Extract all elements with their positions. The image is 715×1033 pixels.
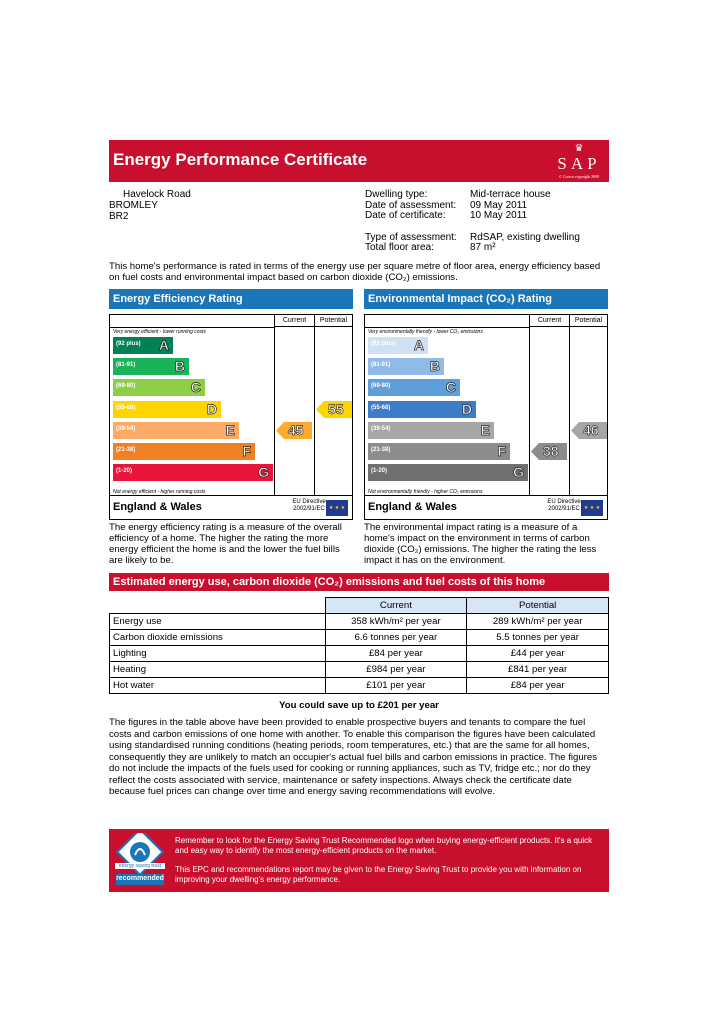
assessment-type-label: Type of assessment: [365,232,457,243]
rating-band-g [368,464,528,481]
top-note: Very energy efficient - lower running costs [113,329,206,335]
energy-saving-trust-logo: energy saving trust recommended [115,833,165,889]
rating-band-b [113,358,189,375]
band-range: (55-68) [371,404,391,411]
assessment-date-value: 09 May 2011 [470,200,528,211]
band-range: (55-68) [116,404,136,411]
region-label: England & Wales [113,501,202,513]
top-note: Very environmentally friendly - lower CO₂ emissions [368,329,483,335]
footer-text-2: This EPC and recommendations report may be given to the Energy Saving Trust to provide you with information on improving your dwelling's energy performance. [175,865,582,884]
eu-flag-icon: ★ ★ ★ [326,500,348,516]
table-row: Hot water £101 per year £84 per year [110,678,609,694]
band-range: (21-38) [371,447,391,453]
potential-rating-arrow-value: 46 [583,421,599,438]
rating-band-a [368,337,428,354]
potential-col-header: Potential [569,315,607,327]
band-range: (1-20) [116,468,133,475]
band-range: (1-20) [371,468,388,475]
efficiency-title: Energy Efficiency Rating [109,289,353,309]
band-range: (81-91) [371,362,391,369]
table-row: Energy use 358 kWh/m² per year 289 kWh/m² per year [110,614,609,630]
current-rating-arrow [276,422,312,439]
potential-col-header: Potential [314,315,352,327]
band-letter: A [413,337,424,353]
savings-text: You could save up to £201 per year [279,700,439,711]
certificate-date-label: Date of certificate: [365,210,446,221]
eu-flag-icon: ★ ★ ★ [581,500,603,516]
figures-explanation: The figures in the table above have been provided to enable prospective buyers and tenants to compare the fuel costs and carbon emissions of one home with another. To enable this comparison the figures have been calculated using standardised running conditions (heating periods, room temperatures, etc.) that are the same for all homes, consequently they are unlikely to match an occupier's actual fuel bills and carbon emissions in practice. The figures do not include the impacts of the fuels used for cooking or running appliances, such as TV, fridge etc.; nor do they reflect the costs associated with service, maintenance or safety inspections. Always check the certificate date because fuel prices can change over time and energy saving recommendations will evolve. [109,717,597,797]
rating-band-c [368,379,460,396]
potential-rating-arrow-value: 55 [328,400,344,417]
band-letter: G [513,464,524,481]
rating-band-f [113,443,255,460]
band-letter: E [225,421,235,438]
current-rating-arrow [531,443,567,460]
divider [365,327,529,328]
certificate-date-value: 10 May 2011 [470,210,528,221]
divider [314,315,315,495]
floor-area-label: Total floor area: [365,242,434,253]
current-rating-arrow-value: 38 [543,443,559,459]
table-row: Lighting £84 per year £44 per year [110,646,609,662]
potential-rating-arrow [571,422,607,439]
current-rating-arrow-value: 45 [288,421,304,438]
divider [110,495,352,496]
band-letter: F [242,443,251,459]
floor-area-value: 87 m² [470,242,496,253]
band-letter: C [190,379,201,396]
footer-banner [109,829,609,892]
crown-icon: ♛ [574,143,584,154]
rating-band-d [113,401,221,418]
environmental-chart [364,314,608,520]
divider [110,327,274,328]
band-range: (39-54) [371,425,391,432]
col-current: Current [325,598,467,614]
band-letter: B [174,358,185,375]
table-row: Heating £984 per year £841 per year [110,662,609,678]
environmental-title: Environmental Impact (CO₂) Rating [364,289,608,309]
band-range: (69-80) [116,383,136,390]
band-range: (69-80) [371,383,391,390]
band-letter: G [258,464,269,481]
rating-band-e [368,422,494,439]
band-range: (92 plus) [371,341,396,347]
eu-directive: EU Directive 2002/91/EC [547,499,581,512]
band-range: (81-91) [116,362,136,369]
efficiency-description: The energy efficiency rating is a measure of the overall efficiency of a home. The higher the rating the more energy efficient the home is and the lower the fuel bills are likely to be. [109,522,342,566]
region-label: England & Wales [368,501,457,513]
assessment-type-value: RdSAP, existing dwelling [470,232,580,243]
divider [365,495,607,496]
intro-text: This home's performance is rated in terms of the energy use per square metre of floor area, energy efficiency based on fuel costs and environmental impact based on carbon dioxide (CO₂) emissions. [109,261,601,283]
bottom-note: Not energy efficient - higher running costs [113,489,206,495]
current-col-header: Current [529,315,569,327]
divider [274,315,275,495]
divider [529,315,530,495]
dwelling-type-label: Dwelling type: [365,189,428,200]
band-letter: F [497,443,506,459]
rating-band-f [368,443,510,460]
rating-band-a [113,337,173,354]
band-letter: D [206,400,217,417]
current-col-header: Current [274,315,314,327]
efficiency-chart [109,314,353,520]
rating-band-g [113,464,273,481]
dwelling-type-value: Mid-terrace house [470,189,551,200]
potential-rating-arrow [316,401,352,418]
bottom-note: Not environmentally friendly - higher CO₂ emissions [368,489,483,495]
rating-band-e [113,422,239,439]
band-letter: E [480,421,490,438]
band-range: (92 plus) [116,341,141,347]
environmental-description: The environmental impact rating is a measure of a home's impact on the environment in terms of carbon dioxide (CO₂) emissions. The higher the rating the less impact it has on the environment. [364,522,597,566]
certificate-header [109,140,609,182]
band-letter: A [158,337,169,353]
sap-logo: ♛ SAP © Crown copyright 2009 [553,144,605,178]
page-title: Energy Performance Certificate [113,150,368,169]
table-row: Carbon dioxide emissions 6.6 tonnes per year 5.5 tonnes per year [110,630,609,646]
assessment-date-label: Date of assessment: [365,200,457,211]
property-address: Havelock Road BROMLEY BR2 [109,189,191,222]
band-letter: B [429,358,440,375]
band-letter: D [461,400,472,417]
band-range: (21-38) [116,447,136,453]
rating-band-b [368,358,444,375]
footer-text-1: Remember to look for the Energy Saving Trust Recommended logo when buying energy-efficient products. It's a quick and easy way to identify the most energy-efficient products on the market. [175,836,593,855]
eu-directive: EU Directive 2002/91/EC [292,499,326,512]
col-potential: Potential [467,598,609,614]
costs-title: Estimated energy use, carbon dioxide (CO₂) emissions and fuel costs of this home [109,573,609,591]
rating-band-d [368,401,476,418]
rating-band-c [113,379,205,396]
band-range: (39-54) [116,425,136,432]
divider [569,315,570,495]
band-letter: C [445,379,456,396]
costs-table [109,597,609,694]
